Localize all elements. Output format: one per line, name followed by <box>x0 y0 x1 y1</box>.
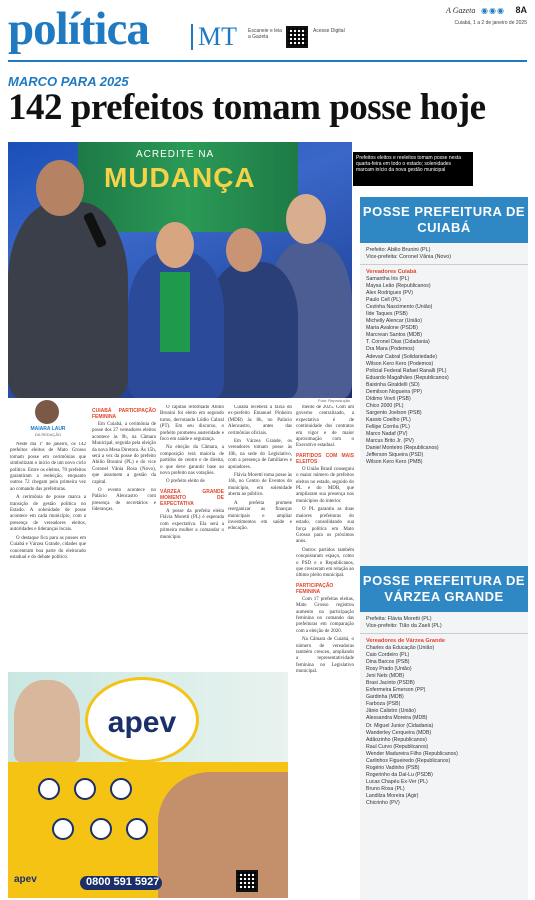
sidebar-officials <box>360 612 528 634</box>
list-item: Dina Barcos (PSB) <box>366 659 410 666</box>
service-icon <box>52 818 74 840</box>
article-column-1 <box>10 442 86 662</box>
paragraph: A cerimônia de posse marca a transição de gestão política no Estado. A solenidade de posse acontece em cada município, com a presença de vereadores eleitos, autoridades e lideranças locais. <box>10 495 86 533</box>
green-blouse <box>160 272 190 352</box>
author-avatar <box>35 400 59 424</box>
paragraph: Na eleição da Câmara, a composição terá maioria de partidos de centro e de direita, o que deve garantir base ao novo prefeito nas votações. <box>160 445 224 477</box>
banner-big-text: MUDANÇA <box>104 162 256 193</box>
list-item: Wender Madureira Filho (Republicanos) <box>366 750 458 757</box>
paragraph: Com 17 prefeitas eleitas, Mato Grosso registrou aumento na participação feminina no comando das prefeituras em comparação com a eleição de 2020. <box>296 596 354 634</box>
list-item: Gardinha (MDB) <box>366 694 404 701</box>
masthead <box>8 2 527 62</box>
photo-credit: Foto: Reprodução <box>318 398 351 403</box>
list-item: Demilson Nogueira (PP) <box>366 388 422 395</box>
qr-label: Escaneie e leia a Gazeta <box>248 28 282 40</box>
ad-logo-text: apev <box>107 706 177 739</box>
mayor-line: Prefeita: Flávia Moretti (PL) <box>366 616 432 622</box>
kicker: MARCO PARA 2025 <box>8 74 129 89</box>
councillor-list <box>360 276 528 466</box>
vice-line: Vice-prefeito: Tião da Zaeli (PL) <box>366 623 442 629</box>
paragraph: O capitão reformado Abilio Brunini foi eleito em segundo turno, derrotando Lúdio Cabral (PT). Em seu discurso, o prefeito prometeu austeridade e foco em saúde e segurança. <box>160 405 224 443</box>
list-item: Marco Nadaf (PV) <box>366 431 408 438</box>
list-item: Daniel Monteiro (Republicanos) <box>366 445 439 452</box>
paragraph: mento de 2025. Com um governo centralizado, a expectativa é de continuidade dos contratos em vigor e de maior aproximação com o Executivo estadual. <box>296 405 354 449</box>
list-item: Baixinha Giraldelli (SD) <box>366 381 420 388</box>
article-column-5 <box>296 405 354 895</box>
paragraph: Na Câmara de Cuiabá, o número de vereadoras também cresceu, ampliando a representatividade feminina no Legislativo municipal. <box>296 637 354 675</box>
list-item: Marcrean Santos (MDB) <box>366 332 422 339</box>
subheading: PARTICIPAÇÃO FEMININA <box>296 582 334 595</box>
service-icon <box>110 778 132 800</box>
service-icon <box>90 818 112 840</box>
list-item: Jefferson Siqueira (PSD) <box>366 452 424 459</box>
section-state: MT <box>191 24 237 50</box>
list-item: Ilde Taques (PSB) <box>366 311 408 318</box>
list-item: Wanderley Cerqueira (MDB) <box>366 729 432 736</box>
list-item: Kassio Coelho (PL) <box>366 416 411 423</box>
person-figure <box>8 202 128 398</box>
photo-caption: Prefeitos eleitos e reeleitos tomam posse nesta quarta-feira em todo o estado; solenidades marcam início da nova gestão municipal <box>353 152 473 186</box>
list-item: Paulo Cell (PL) <box>366 297 401 304</box>
list-item: Chico 2000 (PL) <box>366 402 404 409</box>
list-item: Brasi Jacinto (PSDB) <box>366 680 415 687</box>
person-head <box>156 222 194 268</box>
list-item: Alex Rodrigues (PV) <box>366 290 413 297</box>
paragraph: O União Brasil conseguiu o maior número de prefeitos eleitos no estado, seguido do PL e do MDB, que ampliaram sua presença nos municípios do interior. <box>296 466 354 504</box>
paragraph: Outros partidos também conquistaram espaço, como o PSD e o Republicanos, que cresceram em relação ao último pleito municipal. <box>296 547 354 579</box>
list-item: Carlinhos Figueiredo (Republicanos) <box>366 757 451 764</box>
subheading: VÁRZEA GRANDE MOMENTO DE EXPECTATIVA <box>160 488 224 507</box>
paragraph: A posse da prefeita eleita Flávia Moretti (PL) é esperada com expectativa. Ela será a primeira mulher a comandar o município. <box>160 508 224 540</box>
ad-couple-photo <box>158 772 288 898</box>
qr-code-icon[interactable] <box>286 26 308 48</box>
list-item: Jeni Nets (MDB) <box>366 673 405 680</box>
list-item: Dra Mara (Podemos) <box>366 346 415 353</box>
sidebar-cuiaba <box>360 197 528 567</box>
digital-label: Acesse Digital <box>313 28 345 34</box>
list-item: Charles da Educação (União) <box>366 645 435 651</box>
ad-logo <box>88 680 196 760</box>
subheading: PARTIDOS COM MAIS ELEITOS <box>296 452 354 465</box>
list-item: Samantha Iris (PL) <box>366 276 410 282</box>
paragraph: O prefeito eleito de <box>166 479 205 485</box>
page-number: 8A <box>515 5 527 15</box>
list-item: Lucas Chapéu Ex-Ver (PL) <box>366 778 428 785</box>
paragraph: Flávia Moretti toma posse às 16h, no Centro de Eventos do município, em solenidade aberta ao público. <box>228 473 292 498</box>
list-item: Michelly Alencar (União) <box>366 318 422 325</box>
list-item: Adevair Cabral (Solidariedade) <box>366 353 437 360</box>
list-item: Bruno Rosa (PL) <box>366 785 405 792</box>
list-item: Chicrinho (PV) <box>366 800 400 807</box>
paragraph: Em Várzea Grande, os vereadores tomam posse às 10h, na sede do Legislativo, com a presença de familiares e apoiadores. <box>228 439 292 470</box>
list-item: Rosy Prado (União) <box>366 666 412 673</box>
person-head <box>226 228 262 272</box>
paragraph: O evento acontece no Palácio Alencastro com presença de secretários e lideranças. <box>92 488 156 513</box>
brand-name: A Gazeta <box>446 6 476 15</box>
councillor-list <box>360 645 528 807</box>
service-icon <box>74 778 96 800</box>
article-column-4 <box>228 405 292 667</box>
paragraph: Em Cuiabá, a cerimônia de posse dos 27 vereadores eleitos acontece às 9h, na Câmara Municipal, seguida pela eleição da nova Mesa Diretora. Às 15h, será a vez da posse do prefeito Abilio Brunini (PL) e do vice Coronel Vânia Rosa (Novo), que assumem a gestão da capital. <box>92 422 156 485</box>
list-item: Maysa Leão (Republicanos) <box>366 283 431 290</box>
author-name: MAIARA LAUR <box>30 426 66 432</box>
banner-small-text: ACREDITE NA <box>136 149 215 160</box>
service-icon <box>38 778 60 800</box>
ad-phone[interactable]: 0800 591 5927 <box>86 876 160 888</box>
dateline: Cuiabá, 1 a 2 de janeiro de 2025 <box>454 20 527 26</box>
list-item: Jânio Calistro (União) <box>366 708 416 715</box>
list-item: Raul Curvo (Republicanos) <box>366 743 429 750</box>
person-head <box>286 194 326 244</box>
list-item: Enfermeira Emerson (PP) <box>366 687 426 694</box>
person-head <box>36 160 84 216</box>
sidebar-title: POSSE PREFEITURA DE VÁRZEA GRANDE <box>360 566 528 612</box>
mayor-line: Prefeito: Abilio Brunini (PL) <box>366 247 431 253</box>
campaign-banner <box>78 142 298 232</box>
headline: 142 prefeitos tomam posse hoje <box>8 87 486 128</box>
ad-woman-photo <box>14 680 80 762</box>
list-item: Rogerinho da Dal-Lu (PSDB) <box>366 771 433 778</box>
section-title: política <box>8 3 149 55</box>
list-item: Eduardo Magalhães (Republicanos) <box>366 374 449 381</box>
ad-brand: apev <box>14 874 37 885</box>
list-item: Sargento Joelson (PSB) <box>366 409 422 416</box>
article-column-2 <box>92 405 156 667</box>
service-icon <box>126 818 148 840</box>
ad-qr-code-icon[interactable] <box>236 870 258 892</box>
list-item: Policial Federal Rafael Ranalli (PL) <box>366 367 447 374</box>
subheading: CUIABÁ PARTICIPAÇÃO FEMININA <box>92 408 156 420</box>
list-item: Farboza (PSB) <box>366 701 401 708</box>
lead-photo <box>8 142 352 398</box>
sidebar-varzea-grande <box>360 566 528 900</box>
paragraph: Cuiabá receberá a faixa do ex-prefeito Emanuel Pinheiro (MDB) às 8h, no Palácio Alencastro, antes das cerimônias oficiais. <box>228 405 292 436</box>
paragraph: O destaque fica para as posses em Cuiabá e Várzea Grande, cidades que concentram boa parte do eleitorado estadual e do debate político. <box>10 535 86 560</box>
list-item: Wilson Kero Kero (Podemos) <box>366 360 434 367</box>
author-role: DA REDAÇÃO <box>34 432 62 437</box>
article-column-3 <box>160 405 224 667</box>
social-icons: ◉◉◉ <box>481 6 505 15</box>
sidebar-officials <box>360 243 528 265</box>
list-item: Dídimo Vovô (PSB) <box>366 395 411 402</box>
list-item: Dr. Miguel Junior (Cidadania) <box>366 722 434 729</box>
list-item: Adãozinho (Republicanos) <box>366 736 427 743</box>
list-item: Caio Cordeiro (PL) <box>366 652 410 659</box>
sidebar-title: POSSE PREFEITURA DE CUIABÁ <box>360 197 528 243</box>
list-item: Maria Avalone (PSDB) <box>366 325 418 332</box>
sidebar-subtitle: Vereadores Cuiabá <box>366 269 417 275</box>
list-item: Cezinha Nascimento (União) <box>366 304 433 311</box>
vice-line: Vice-prefeita: Coronel Vânia (Novo) <box>366 254 451 260</box>
list-item: Alessandra Moreira (MDB) <box>366 715 428 722</box>
list-item: T. Coronel Dias (Cidadania) <box>366 339 430 346</box>
paragraph: A prefeita promete reorganizar as finanças municipais e ampliar investimentos em saúde e educação. <box>228 500 292 532</box>
advertisement[interactable] <box>8 672 288 898</box>
sidebar-subtitle: Vereadores de Várzea Grande <box>366 638 445 644</box>
list-item: Rogério Vadinho (PSB) <box>366 764 420 771</box>
list-item: Marcus Brito Jr. (PV) <box>366 438 414 445</box>
list-item: Landilza Moreira (Agir) <box>366 792 419 799</box>
list-item: Fellipe Corrêa (PL) <box>366 423 410 430</box>
paragraph: Neste dia 1º de janeiro, os 142 prefeitos eleitos de Mato Grosso tomam posse em cerimônias que simbolizam o início de um novo ciclo político. Entre os eleitos, 70 prefeitos garantiram a reeleição, enquanto outros 72 chegam pela primeira vez ao comando das prefeituras. <box>10 442 86 492</box>
paragraph: O PL garantiu as duas maiores prefeituras do estado, consolidando sua força política em Mato Grosso para os próximos anos. <box>296 507 354 545</box>
list-item: Wilson Kero Kero (PMB) <box>366 459 423 466</box>
